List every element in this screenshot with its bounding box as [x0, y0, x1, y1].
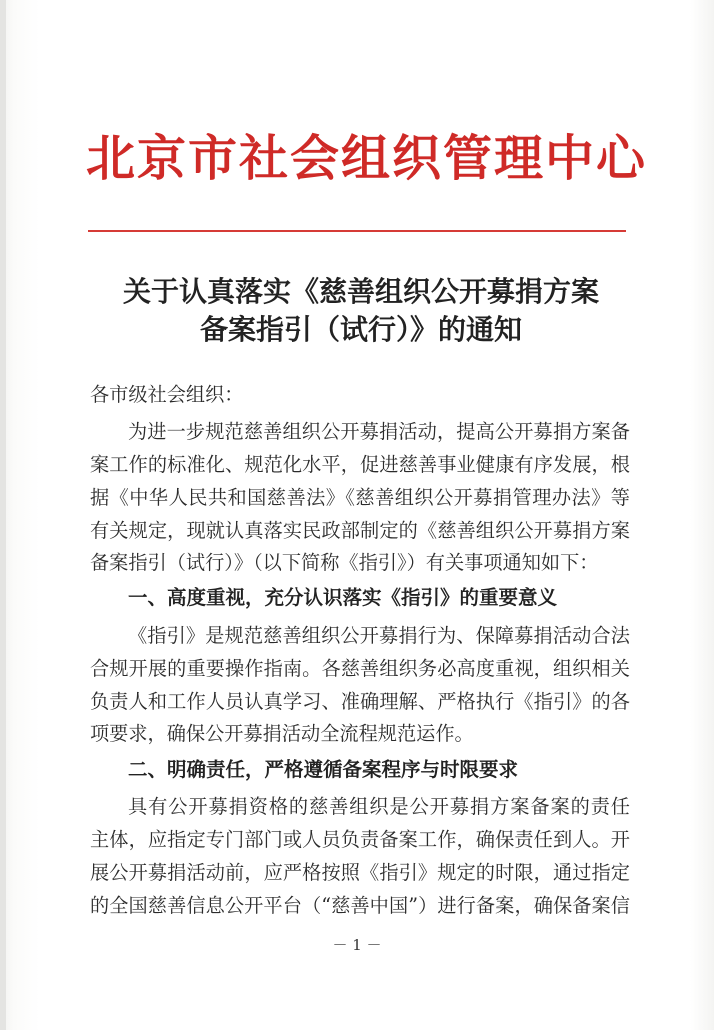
page-number: － 1 － [332, 936, 382, 954]
salutation: 各市级社会组织： [90, 383, 244, 406]
header-red-rule [88, 230, 626, 232]
intro-line: 为进一步规范慈善组织公开募捐活动，提高公开募捐方案备 [128, 420, 630, 443]
section-2-line: 具有公开募捐资格的慈善组织是公开募捐方案备案的责任 [128, 795, 630, 818]
section-1-line: 合规开展的重要操作指南。各慈善组织务必高度重视，组织相关 [90, 657, 630, 680]
section-1-heading: 一、高度重视，充分认识落实《指引》的重要意义 [128, 586, 558, 609]
page-shadow-edge [0, 0, 6, 1030]
document-title-line-2: 备案指引（试行）》的通知 [199, 313, 522, 346]
section-1-line: 项要求，确保公开募捐活动全流程规范运作。 [90, 722, 474, 745]
document-title-line-1: 关于认真落实《慈善组织公开募捐方案 [122, 275, 599, 308]
intro-line: 案工作的标准化、规范化水平，促进慈善事业健康有序发展，根 [90, 453, 630, 476]
issuer-header: 北京市社会组织管理中心 [86, 129, 648, 187]
section-2-line: 展公开募捐活动前，应严格按照《指引》规定的时限，通过指定 [90, 861, 630, 884]
section-1-line: 负责人和工作人员认真学习、准确理解、严格执行《指引》的各 [90, 690, 630, 713]
section-2-line: 主体，应指定专门部门或人员负责备案工作，确保责任到人。开 [90, 828, 630, 851]
intro-line: 有关规定，现就认真落实民政部制定的《慈善组织公开募捐方案 [90, 519, 630, 542]
intro-line: 据《中华人民共和国慈善法》《慈善组织公开募捐管理办法》等 [90, 486, 630, 509]
section-1-line: 《指引》是规范慈善组织公开募捐行为、保障募捐活动合法 [128, 624, 630, 647]
intro-line: 备案指引（试行）》（以下简称《指引》）有关事项通知如下： [90, 551, 599, 574]
section-2-heading: 二、明确责任，严格遵循备案程序与时限要求 [128, 758, 519, 781]
section-2-line: 的全国慈善信息公开平台（“慈善中国”）进行备案，确保备案信 [90, 894, 630, 917]
